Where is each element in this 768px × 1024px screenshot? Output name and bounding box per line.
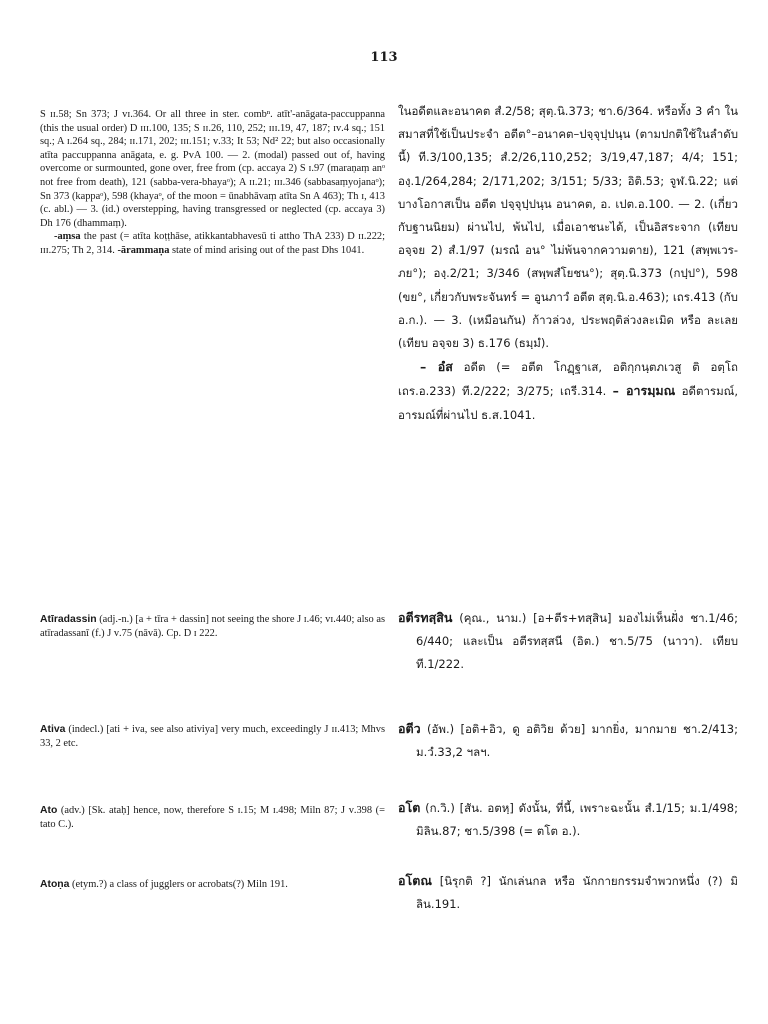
page-number: 113 (370, 50, 398, 65)
compound-text-arammana: state of mind arising out of the past Dhs 1041. (169, 244, 365, 256)
entry-atiradassin-thai (398, 606, 738, 677)
dictionary-entry (398, 717, 738, 764)
headword: Atīradassin (40, 614, 97, 625)
headword: อโต (398, 800, 421, 815)
entry-ato-thai (398, 796, 738, 843)
entry-atita-thai (398, 100, 738, 427)
entry-atona-english (40, 878, 385, 892)
definition: (adv.) [Sk. ataḥ] hence, now, therefore S ɪ.15; M ɪ.498; Miln 87; J ᴠ.398 (= tato C.). (40, 805, 385, 830)
compound-text-arammana-thai: อดีตารมณ์, อารมณ์ที่ผ่านไป ธ.ส.1041. (398, 384, 738, 422)
compound-headword-amsa-thai: – อํส (420, 359, 453, 375)
dictionary-entry (40, 723, 385, 750)
headword: Atoṇa (40, 879, 70, 890)
definition: (indecl.) [ati + iva, see also ativiya] very much, exceedingly J ɪɪ.413; Mhvs 33, 2 etc. (40, 724, 385, 749)
entry-atita-english (40, 108, 385, 258)
headword: อตีว (398, 721, 421, 736)
dictionary-entry (40, 878, 385, 892)
definition: [นิรุกติ ?] นักเล่นกล หรือ นักกายกรรมจำพวกหนึ่ง (?) มิลิน.191. (416, 874, 738, 912)
dictionary-entry (398, 796, 738, 843)
entry-atiradassin-english (40, 613, 385, 640)
entry-ato-english (40, 804, 385, 831)
dictionary-entry (398, 606, 738, 677)
dictionary-entry (398, 869, 738, 916)
definition: (อัพ.) [อติ+อิว, ดู อติวิย ด้วย] มากยิ่ง, มากมาย ชา.2/413; ม.วํ.33,2 ฯลฯ. (416, 722, 738, 760)
compound-headword-arammana: -ārammaṇa (117, 244, 170, 256)
atita-english-compounds (40, 230, 385, 257)
definition: (adj.-n.) [a + tīra + dassin] not seeing the shore J ɪ.46; ᴠɪ.440; also as atīradassanī (f.) J ᴠ.75 (nāvā). Cp. D ɪ 222. (40, 614, 385, 639)
atita-thai-body: ในอดีตและอนาคต สํ.2/58; สุตฺ.นิ.373; ชา.6/364. หรือทั้ง 3 คำ ในสมาสที่ใช้เป็นประจำ อตีต°–อนาคต–ปจฺจุปฺปนฺน (ตามปกติใช้ในลำดับนี้) ที.3/100,135; สํ.2/26,110,252; 3/19,47,187; 4/4; 151; องฺ.1/264,284; 2/171,202; 3/151; 5/33; อิติ.53; จูฬ.นิ.22; แต่บางโอกาสเป็น อตีต ปจฺจุปฺปนฺน อนาคต, อ. เปต.อ.100. — 2. (เกี่ยวกับฐานนิยม) ผ่านไป, พ้นไป, เมื่อเอาชนะได้, เป็นอิสระจาก (เทียบ อจฺจย 2) สํ.1/97 (มรณํ อน° ไม่พ้นจากความตาย), 121 (สพฺพเวร-ภย°); องฺ.2/21; 3/346 (สพฺพสํโยชน°); สุตฺ.นิ.373 (กปฺป°), 598 (ขย°, เกี่ยวกับพระจันทร์ = อูนภาวํ อตีต สุตฺ.นิ.อ.463); เถร.413 (กับ อ.ก.). — 3. (เหมือนกัน) ก้าวล่วง, ประพฤติล่วงละเมิด หรือ ละเลย (เทียบ อจฺจย 3) ธ.176 (ธมฺมํ). (398, 104, 738, 351)
entry-ativa-thai (398, 717, 738, 764)
dictionary-entry (40, 613, 385, 640)
definition: (คุณ., นาม.) [อ+ตีร+ทสฺสิน] มองไม่เห็นฝั่ง ชา.1/46; 6/440; และเป็น อตีรทสฺสนี (อิต.) ชา.5/75 (นาวา). เทียบ ที.1/222. (416, 611, 738, 672)
entry-atona-thai (398, 869, 738, 916)
compound-headword-arammana-thai: – อารมฺมณ (612, 383, 676, 399)
definition: (ก.วิ.) [สัน. อตหฺ] ดังนั้น, ที่นี้, เพราะฉะนั้น สํ.1/15; ม.1/498; มิลิน.87; ชา.5/398 (= ตโต อ.). (416, 801, 738, 839)
headword: Ato (40, 805, 58, 816)
compound-text-amsa-thai: อดีต (= อตีต โกฏฺฐาเส, อติกฺกนฺตภเวสู ติ อตฺโถ เถร.อ.233) ที.2/222; 3/275; เถรี.314. (398, 360, 738, 399)
headword: อโตณ (398, 873, 432, 888)
definition: (etym.?) a class of jugglers or acrobats(?) Miln 191. (69, 879, 288, 890)
entry-ativa-english (40, 723, 385, 750)
dictionary-entry (40, 804, 385, 831)
headword: Ativa (40, 724, 66, 735)
headword: อตีรทสฺสิน (398, 610, 453, 625)
compound-text-amsa: the past (= atīta koṭṭhāse, atikkantabhavesū ti attho ThA 233) D ɪɪ.222; ɪɪɪ.275; Th 2, 314. (40, 231, 385, 256)
compound-headword-amsa: -aṃsa (54, 231, 81, 243)
atita-thai-compounds (398, 355, 738, 427)
atita-english-body: S ɪɪ.58; Sn 373; J ᴠɪ.364. Or all three in ster. combⁿ. atīt'-anāgata-paccuppanna (this the usual order) D ɪɪɪ.100, 135; S ɪɪ.26, 110, 252; ɪɪɪ.19, 47, 187; ɪᴠ.4 sq.; 151 sq.; A ɪ.264 sq., 284; ɪɪ.171, 202; ɪɪɪ.151; ᴠ.33; It 53; Nd² 22; but also occasionally atīta paccuppanna anāgata, e. g. PvA 100. — 2. (modal) passed out of, having overcome or surmounted, gone over, free from (cp. accaya 2) S ɪ.97 (maraṇaṃ anᵒ not free from death), 121 (sabba-vera-bhayaᵒ); A ɪɪ.21; ɪɪɪ.346 (sabbasaṃyojanaᵒ); Sn 373 (kappaᵒ), 598 (khayaᵒ, of the moon = ūnabhāvaṃ atīta Sn A 463); Th ɪ, 413 (c. abl.) — 3. (id.) overstepping, having transgressed or neglected (cp. accaya 3) Dh 176 (dhammaṃ). (40, 109, 385, 229)
